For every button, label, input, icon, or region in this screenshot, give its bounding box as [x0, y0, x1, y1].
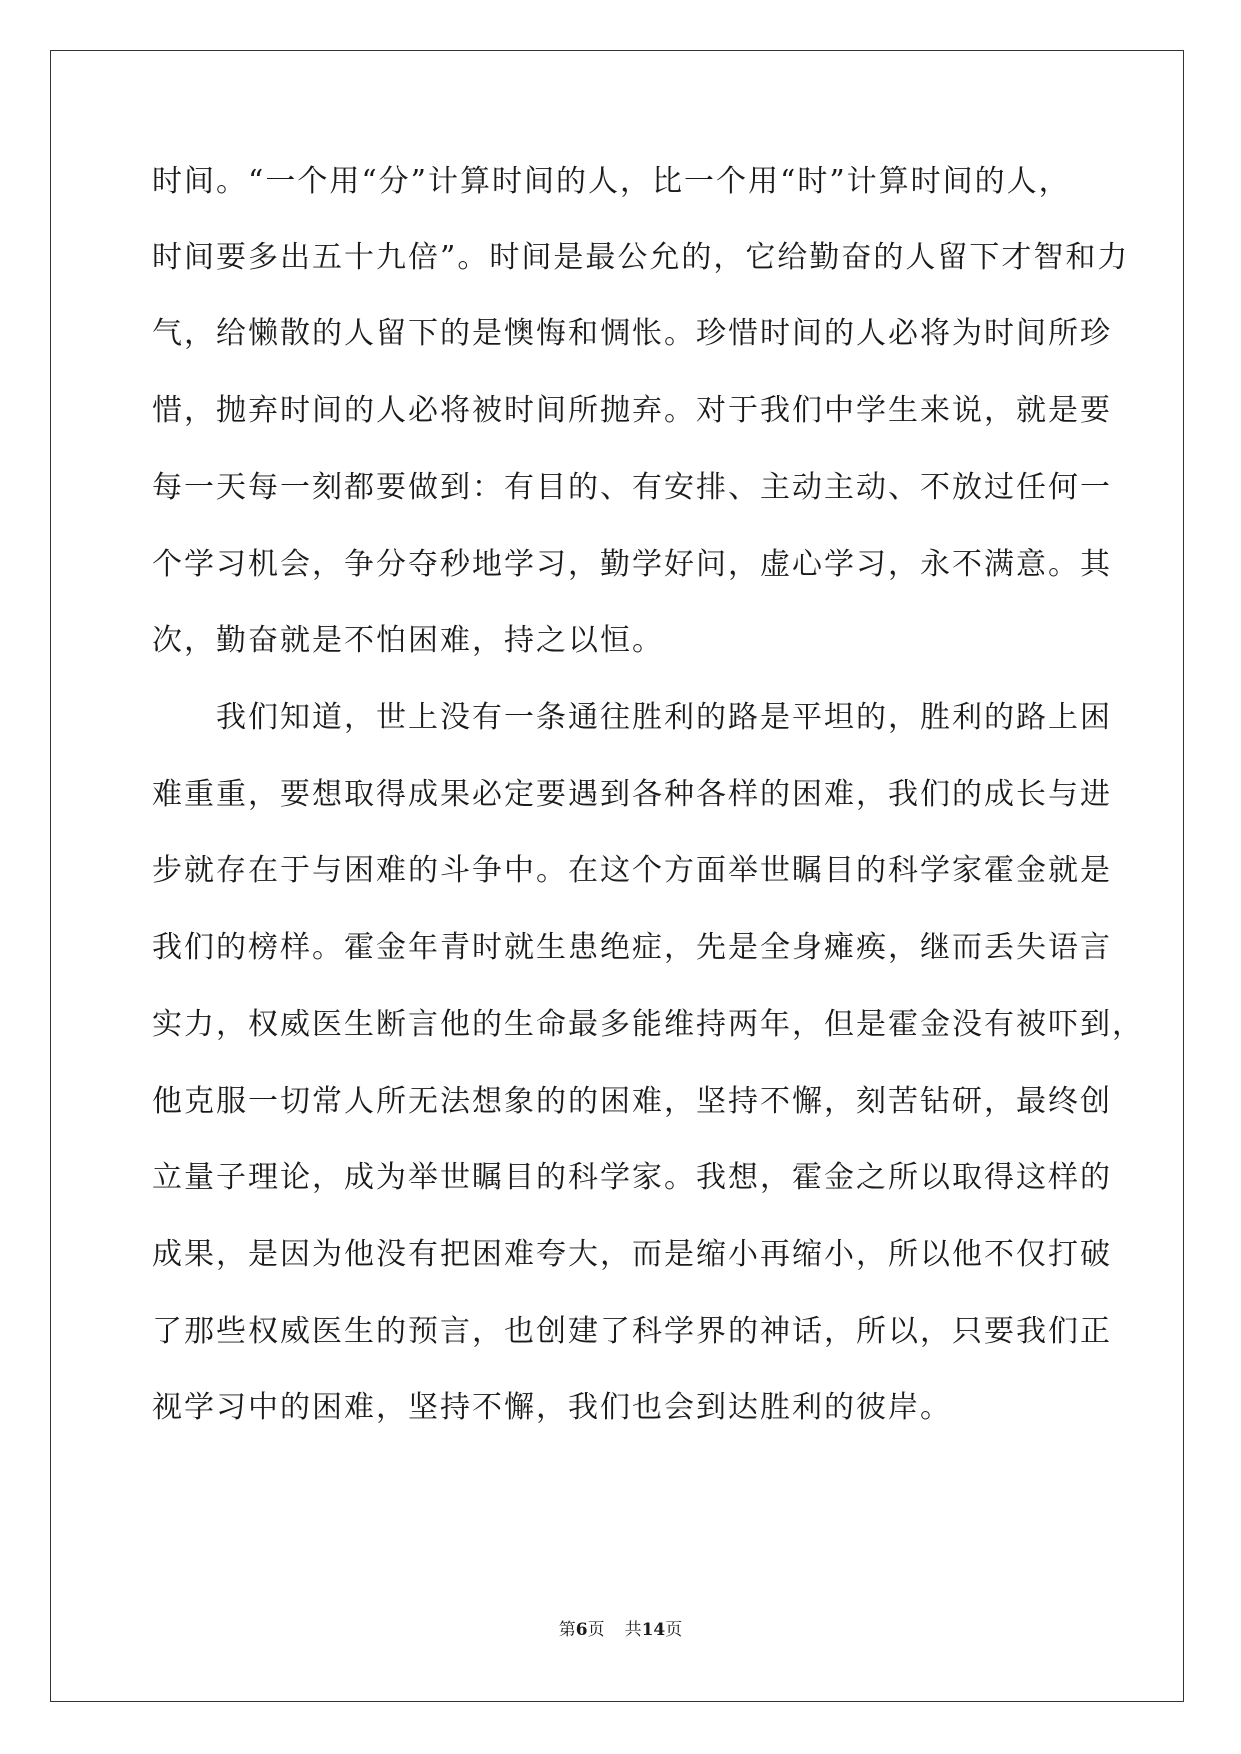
- text-line: 立量子理论，成为举世瞩目的科学家。我想，霍金之所以取得这样的: [152, 1160, 1112, 1195]
- text-line: 视学习中的困难，坚持不懈，我们也会到达胜利的彼岸。: [152, 1390, 952, 1425]
- page-footer: [0, 1618, 1241, 1642]
- text-line: 他克服一切常人所无法想象的的困难，坚持不懈，刻苦钻研，最终创: [152, 1084, 1112, 1119]
- text-line: 难重重，要想取得成果必定要遇到各种各样的困难，我们的成长与进: [152, 777, 1112, 812]
- text-line: 时间。“一个用“分”计算时间的人，比一个用“时”计算时间的人，: [152, 164, 1071, 199]
- total-pages: 14: [641, 1620, 666, 1640]
- text-line: 气，给懒散的人留下的是懊悔和惆怅。珍惜时间的人必将为时间所珍: [152, 316, 1112, 351]
- paragraph-start-line: 我们知道，世上没有一条通往胜利的路是平坦的，胜利的路上困: [152, 700, 1112, 735]
- text-line: 时间要多出五十九倍”。时间是最公允的，它给勤奋的人留下才智和力: [152, 240, 1130, 275]
- text-line: 个学习机会，争分夺秒地学习，勤学好问，虚心学习，永不满意。其: [152, 547, 1112, 582]
- page-number: 6: [575, 1620, 588, 1640]
- text-line: 次，勤奋就是不怕困难，持之以恒。: [152, 623, 664, 658]
- total-suffix: 页: [665, 1620, 683, 1640]
- text-line: 实力，权威医生断言他的生命最多能维持两年，但是霍金没有被吓到，: [152, 1007, 1144, 1042]
- text-line: 惜，抛弃时间的人必将被时间所抛弃。对于我们中学生来说，就是要: [152, 393, 1112, 428]
- page-suffix: 页: [587, 1620, 605, 1640]
- text-line: 了那些权威医生的预言，也创建了科学界的神话，所以，只要我们正: [152, 1314, 1112, 1349]
- total-prefix: 共: [624, 1620, 642, 1640]
- page-prefix: 第: [558, 1620, 576, 1640]
- text-line: 成果，是因为他没有把困难夸大，而是缩小再缩小，所以他不仅打破: [152, 1237, 1112, 1272]
- text-line: 步就存在于与困难的斗争中。在这个方面举世瞩目的科学家霍金就是: [152, 853, 1112, 888]
- text-line: 我们的榜样。霍金年青时就生患绝症，先是全身瘫痪，继而丢失语言: [152, 930, 1112, 965]
- text-line: 每一天每一刻都要做到：有目的、有安排、主动主动、不放过任何一: [152, 470, 1112, 505]
